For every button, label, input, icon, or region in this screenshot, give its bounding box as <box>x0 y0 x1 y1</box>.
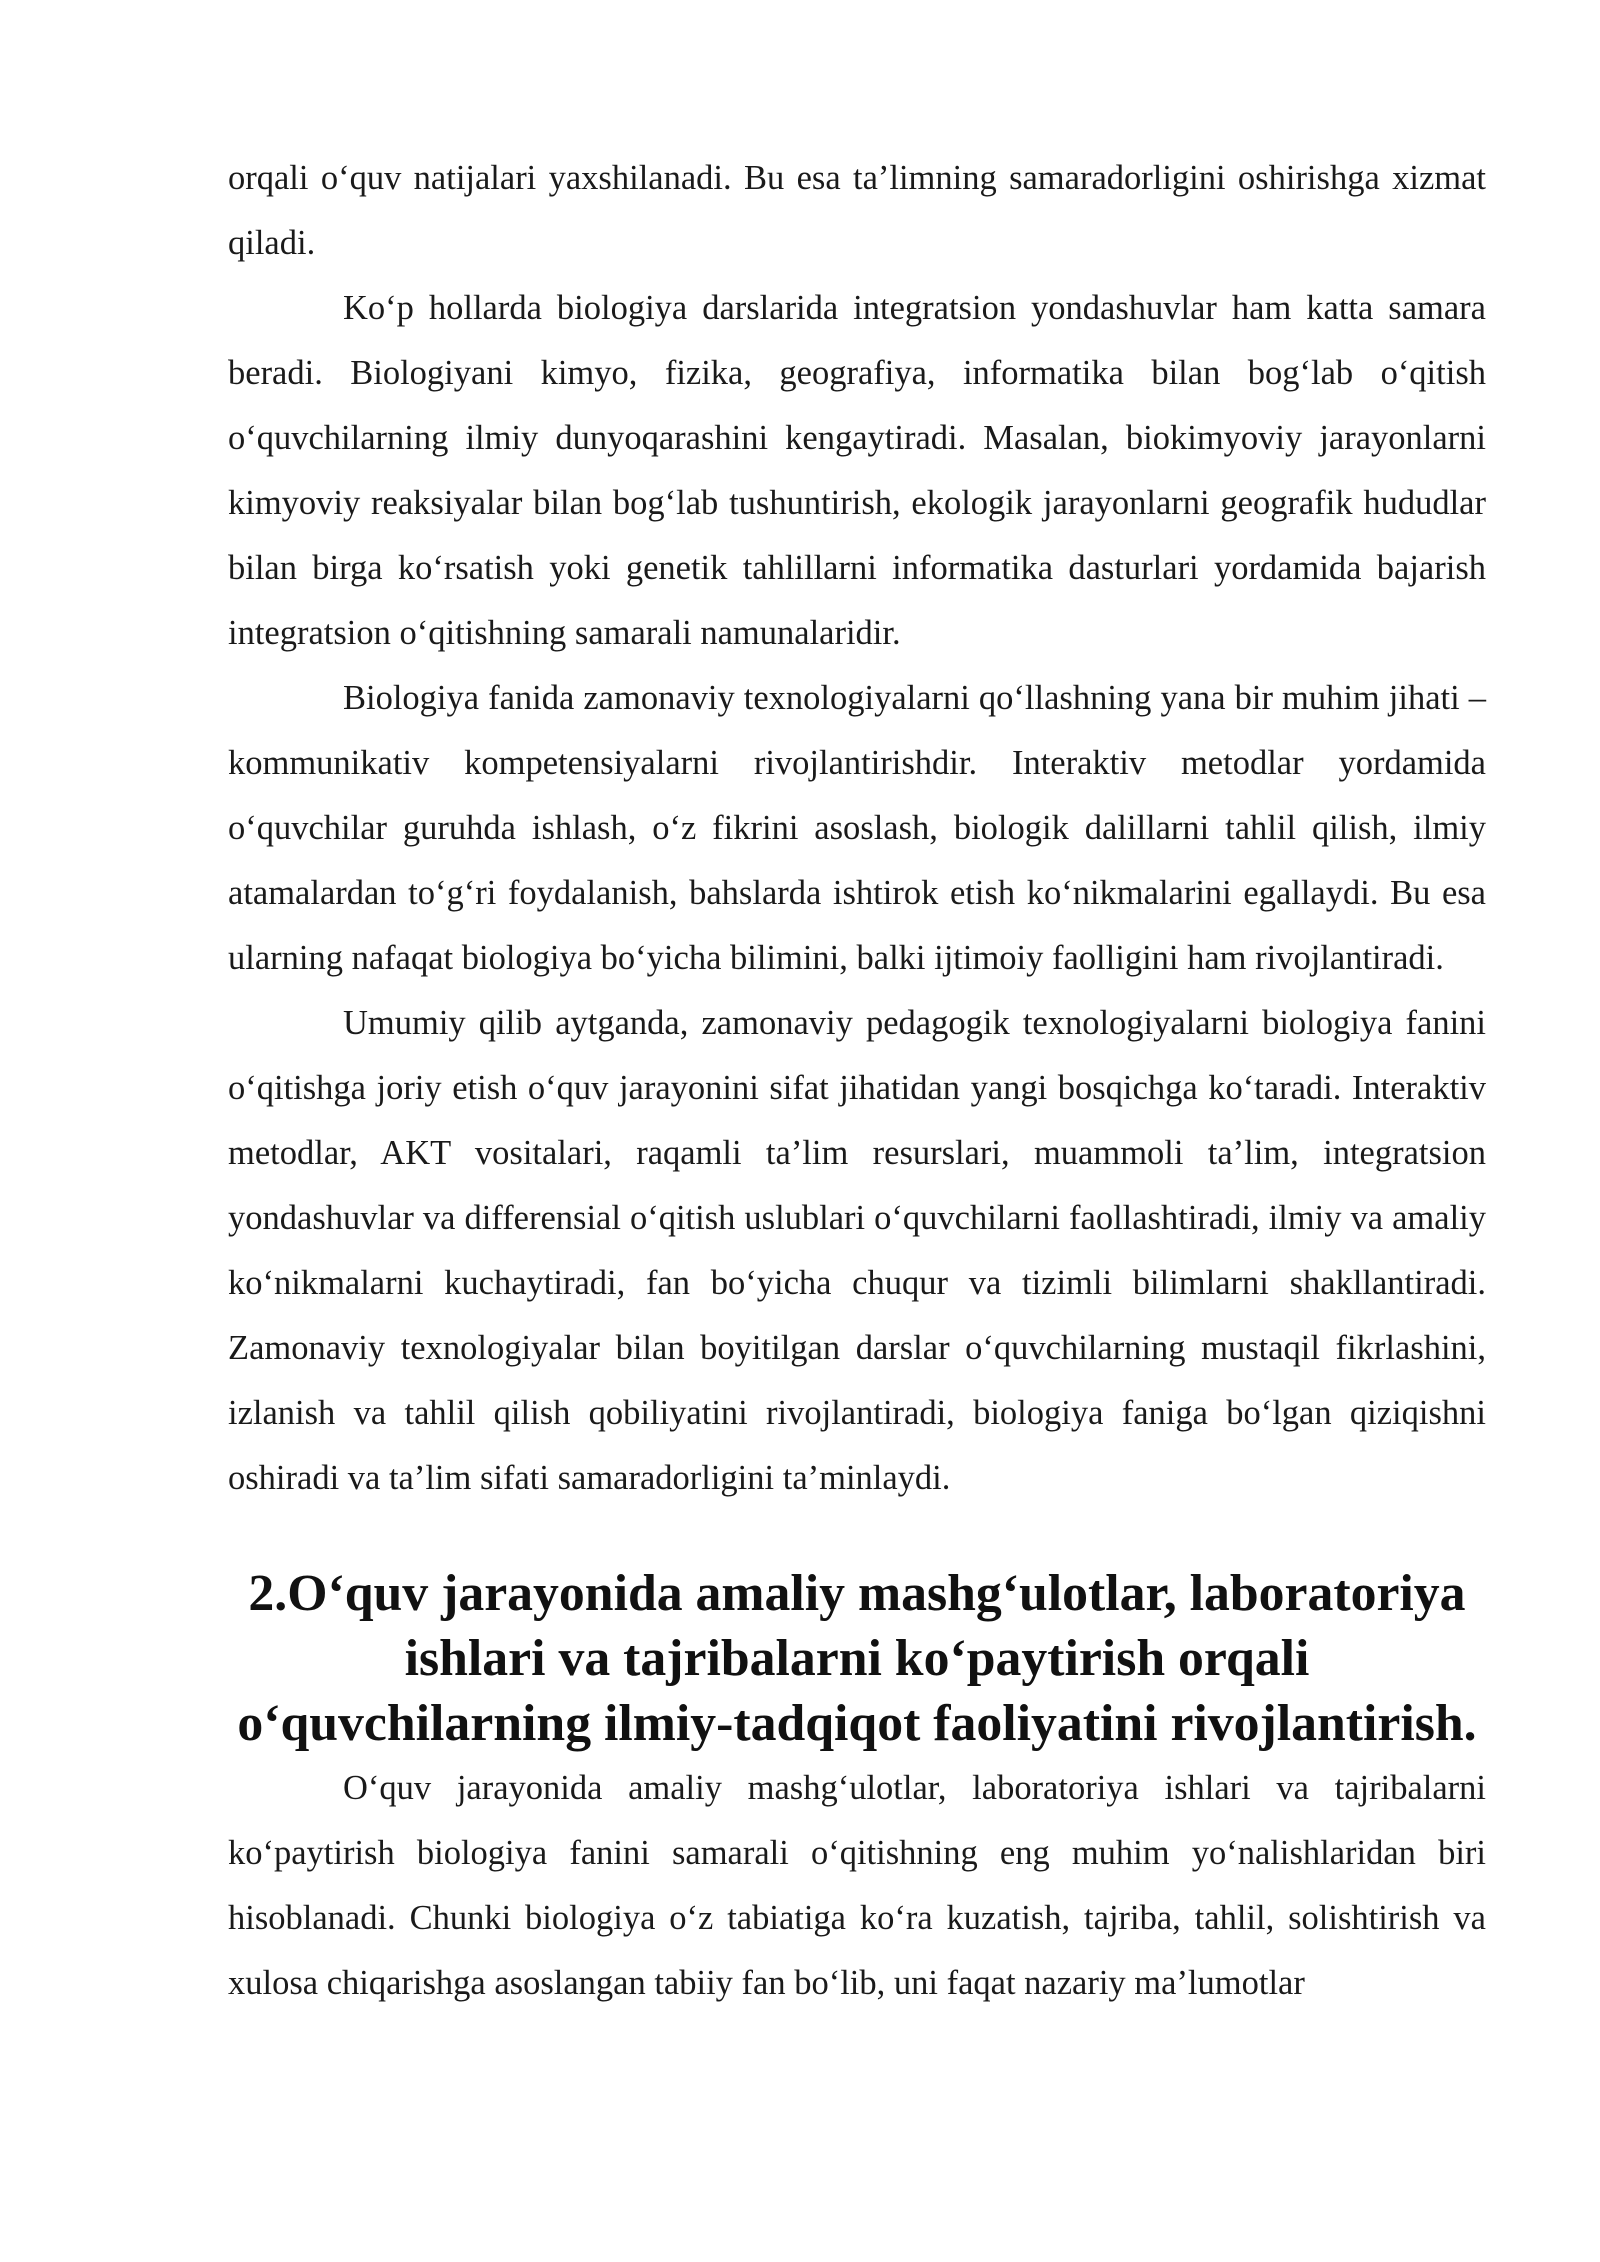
section-heading: 2.O‘quv jarayonida amaliy mashg‘ulotlar, laboratoriya ishlari va tajribalarni ko‘paytirish orqali o‘quvchilarning ilmiy-tadqiqot faoliyatini rivojlantirish. <box>237 1565 1477 1752</box>
paragraph-integration: Ko‘p hollarda biologiya darslarida integratsion yondashuvlar ham katta samara beradi. Biologiyani kimyo, fizika, geografiya, informatika bilan bog‘lab o‘qitish o‘quvchilarning ilmiy dunyoqarashini kengaytiradi. Masalan, biokimyoviy jarayonlarni kimyoviy reaksiyalar bilan bog‘lab tushuntirish, ekologik jarayonlarni geografik hududlar bilan birga ko‘rsatish yoki genetik tahlillarni informatika dasturlari yordamida bajarish integratsion o‘qitishning samarali namunalaridir. <box>228 289 1486 652</box>
paragraph-summary: Umumiy qilib aytganda, zamonaviy pedagogik texnologiyalarni biologiya fanini o‘qitishga joriy etish o‘quv jarayonini sifat jihatidan yangi bosqichga ko‘taradi. Interaktiv metodlar, AKT vositalari, raqamli ta’lim resurslari, muammoli ta’lim, integratsion yondashuvlar va differensial o‘qitish uslublari o‘quvchilarni faollashtiradi, ilmiy va amaliy ko‘nikmalarni kuchaytiradi, fan bo‘yicha chuqur va tizimli bilimlarni shakllantiradi. Zamonaviy texnologiyalar bilan boyitilgan darslar o‘quvchilarning mustaqil fikrlashini, izlanish va tahlil qilish qobiliyatini rivojlantiradi, biologiya faniga bo‘lgan qiziqishni oshiradi va ta’lim sifati samaradorligini ta’minlaydi. <box>228 1004 1486 1497</box>
paragraph-continuation: orqali o‘quv natijalari yaxshilanadi. Bu esa ta’limning samaradorligini oshirishga xizmat qiladi. <box>228 159 1486 262</box>
paragraph-section-intro: O‘quv jarayonida amaliy mashg‘ulotlar, laboratoriya ishlari va tajribalarni ko‘paytirish biologiya fanini samarali o‘qitishning eng muhim yo‘nalishlaridan biri hisoblanadi. Chunki biologiya o‘z tabiatiga ko‘ra kuzatish, tajriba, tahlil, solishtirish va xulosa chiqarishga asoslangan tabiiy fan bo‘lib, uni faqat nazariy ma’lumotlar <box>228 1769 1486 2002</box>
document-page <box>228 146 1486 2016</box>
paragraph-communication: Biologiya fanida zamonaviy texnologiyalarni qo‘llashning yana bir muhim jihati – kommunikativ kompetensiyalarni rivojlantirishdir. Interaktiv metodlar yordamida o‘quvchilar guruhda ishlash, o‘z fikrini asoslash, biologik dalillarni tahlil qilish, ilmiy atamalardan to‘g‘ri foydalanish, bahslarda ishtirok etish ko‘nikmalarini egallaydi. Bu esa ularning nafaqat biologiya bo‘yicha bilimini, balki ijtimoiy faolligini ham rivojlantiradi. <box>228 679 1486 977</box>
